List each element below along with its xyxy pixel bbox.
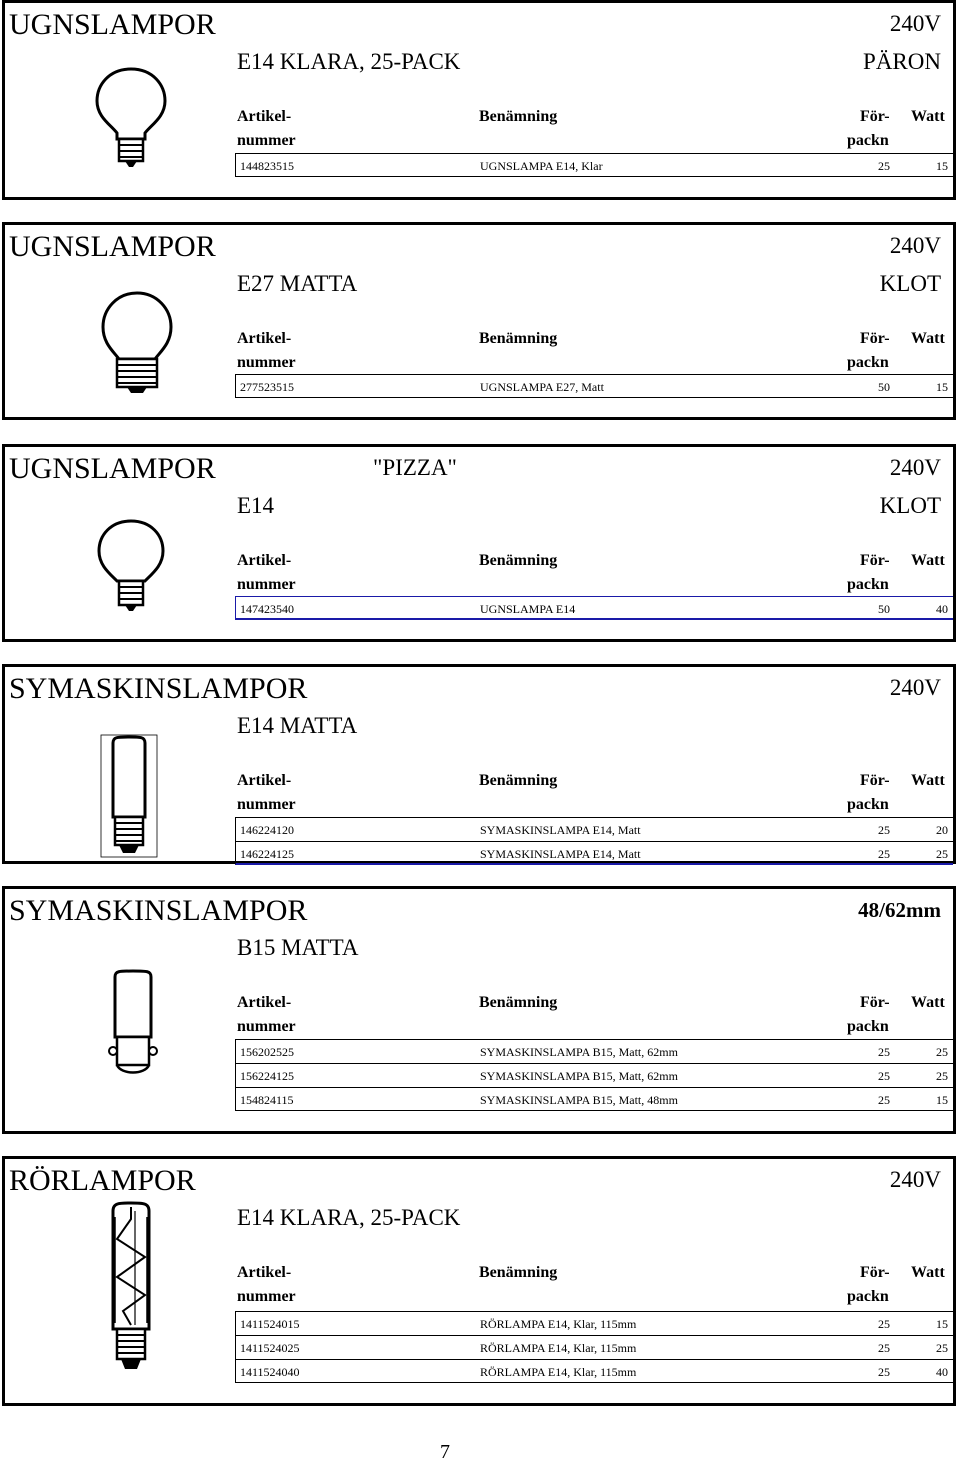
table-row	[235, 841, 953, 865]
header-artikel: Artikel-	[237, 772, 292, 789]
header-benamning: Benämning	[479, 994, 558, 1011]
header-packn: packn	[847, 1018, 889, 1035]
section-subtitle: E14 MATTA	[237, 713, 358, 738]
art-number: 1411524040	[240, 1365, 300, 1379]
watt-value: 25	[936, 1069, 948, 1083]
pack-count: 50	[878, 380, 890, 394]
header-for: För-	[860, 552, 890, 569]
section-title: SYMASKINSLAMPOR	[9, 672, 308, 705]
header-artikel: Artikel-	[237, 330, 292, 347]
header-artikel: Artikel-	[237, 552, 292, 569]
voltage-label: 240V	[889, 675, 941, 700]
product-name: RÖRLAMPA E14, Klar, 115mm	[480, 1365, 637, 1379]
shape-label: PÄRON	[863, 49, 941, 74]
page-number: 7	[440, 1441, 450, 1463]
header-benamning: Benämning	[479, 552, 558, 569]
pack-count: 25	[878, 847, 890, 861]
section-subtitle: B15 MATTA	[237, 935, 359, 960]
watt-value: 15	[936, 1093, 948, 1107]
table-row	[235, 1087, 953, 1111]
header-nummer: nummer	[237, 354, 296, 371]
watt-value: 15	[936, 1317, 948, 1331]
voltage-label: 240V	[889, 1167, 941, 1192]
tube-bulb-b15-icon	[103, 967, 163, 1079]
header-for: För-	[860, 772, 890, 789]
product-section-rorlampor	[2, 1156, 956, 1406]
section-title: SYMASKINSLAMPOR	[9, 894, 308, 927]
header-watt: Watt	[911, 108, 945, 125]
header-for: För-	[860, 330, 890, 347]
pack-count: 25	[878, 1341, 890, 1355]
globe-bulb-e14-icon	[93, 517, 169, 617]
section-title: UGNSLAMPOR	[9, 8, 216, 41]
section-subtitle: E14	[237, 493, 275, 518]
art-number: 277523515	[240, 380, 294, 394]
table-row	[235, 1335, 953, 1359]
header-benamning: Benämning	[479, 330, 558, 347]
watt-value: 15	[936, 159, 948, 173]
watt-value: 25	[936, 847, 948, 861]
header-packn: packn	[847, 576, 889, 593]
art-number: 156202525	[240, 1045, 294, 1059]
art-number: 147423540	[240, 602, 294, 616]
voltage-label: 240V	[889, 455, 941, 480]
table-row	[235, 817, 953, 841]
product-section-symaskinslampor-b15	[2, 886, 956, 1134]
section-title: UGNSLAMPOR	[9, 452, 216, 485]
pack-count: 50	[878, 602, 890, 616]
voltage-label: 240V	[889, 11, 941, 36]
table-row	[235, 1063, 953, 1087]
header-packn: packn	[847, 354, 889, 371]
watt-value: 40	[936, 602, 948, 616]
pack-count: 25	[878, 159, 890, 173]
size-label: 48/62mm	[858, 898, 941, 922]
header-nummer: nummer	[237, 576, 296, 593]
tubular-bulb-e14-icon	[101, 1199, 161, 1379]
table-row	[235, 153, 953, 177]
pack-count: 25	[878, 1045, 890, 1059]
table-row	[235, 374, 953, 398]
product-section-ugnslampor-paron	[2, 0, 956, 200]
header-packn: packn	[847, 796, 889, 813]
header-artikel: Artikel-	[237, 108, 292, 125]
header-for: För-	[860, 1264, 890, 1281]
pack-count: 25	[878, 823, 890, 837]
product-section-symaskinslampor-e14	[2, 664, 956, 864]
art-number: 146224120	[240, 823, 294, 837]
art-number: 1411524025	[240, 1341, 300, 1355]
header-benamning: Benämning	[479, 772, 558, 789]
header-nummer: nummer	[237, 1018, 296, 1035]
art-number: 146224125	[240, 847, 294, 861]
product-name: SYMASKINSLAMPA E14, Matt	[480, 823, 641, 837]
watt-value: 25	[936, 1341, 948, 1355]
header-artikel: Artikel-	[237, 994, 292, 1011]
voltage-label: 240V	[889, 233, 941, 258]
header-nummer: nummer	[237, 796, 296, 813]
pack-count: 25	[878, 1093, 890, 1107]
product-name: RÖRLAMPA E14, Klar, 115mm	[480, 1341, 637, 1355]
header-watt: Watt	[911, 330, 945, 347]
globe-bulb-e27-icon	[97, 289, 177, 399]
art-number: 156224125	[240, 1069, 294, 1083]
header-for: För-	[860, 108, 890, 125]
pear-bulb-e14-icon	[91, 65, 171, 175]
section-subtitle: E27 MATTA	[237, 271, 358, 296]
header-packn: packn	[847, 1288, 889, 1305]
header-benamning: Benämning	[479, 108, 558, 125]
art-number: 1411524015	[240, 1317, 300, 1331]
product-name: UGNSLAMPA E27, Matt	[480, 380, 604, 394]
product-section-ugnslampor-e27	[2, 222, 956, 420]
header-for: För-	[860, 994, 890, 1011]
header-artikel: Artikel-	[237, 1264, 292, 1281]
header-nummer: nummer	[237, 1288, 296, 1305]
section-title: UGNSLAMPOR	[9, 230, 216, 263]
product-name: SYMASKINSLAMPA B15, Matt, 62mm	[480, 1045, 678, 1059]
art-number: 144823515	[240, 159, 294, 173]
table-row	[235, 1311, 953, 1335]
watt-value: 15	[936, 380, 948, 394]
art-number: 154824115	[240, 1093, 294, 1107]
header-watt: Watt	[911, 552, 945, 569]
table-row	[235, 1039, 953, 1063]
pack-count: 25	[878, 1069, 890, 1083]
product-name: SYMASKINSLAMPA B15, Matt, 48mm	[480, 1093, 678, 1107]
product-name: SYMASKINSLAMPA B15, Matt, 62mm	[480, 1069, 678, 1083]
section-title: RÖRLAMPOR	[9, 1164, 196, 1197]
pack-count: 25	[878, 1365, 890, 1379]
header-packn: packn	[847, 132, 889, 149]
product-name: RÖRLAMPA E14, Klar, 115mm	[480, 1317, 637, 1331]
product-name: SYMASKINSLAMPA E14, Matt	[480, 847, 641, 861]
product-section-ugnslampor-pizza	[2, 444, 956, 642]
shape-label: KLOT	[879, 271, 941, 296]
table-row	[235, 596, 953, 620]
watt-value: 20	[936, 823, 948, 837]
watt-value: 25	[936, 1045, 948, 1059]
pack-count: 25	[878, 1317, 890, 1331]
header-benamning: Benämning	[479, 1264, 558, 1281]
section-tag: "PIZZA"	[373, 455, 457, 480]
header-nummer: nummer	[237, 132, 296, 149]
section-subtitle: E14 KLARA, 25-PACK	[237, 1205, 461, 1230]
product-name: UGNSLAMPA E14	[480, 602, 576, 616]
tube-bulb-e14-icon	[99, 733, 159, 859]
header-watt: Watt	[911, 772, 945, 789]
header-watt: Watt	[911, 1264, 945, 1281]
section-subtitle: E14 KLARA, 25-PACK	[237, 49, 461, 74]
watt-value: 40	[936, 1365, 948, 1379]
product-name: UGNSLAMPA E14, Klar	[480, 159, 603, 173]
shape-label: KLOT	[879, 493, 941, 518]
table-row	[235, 1359, 953, 1383]
header-watt: Watt	[911, 994, 945, 1011]
